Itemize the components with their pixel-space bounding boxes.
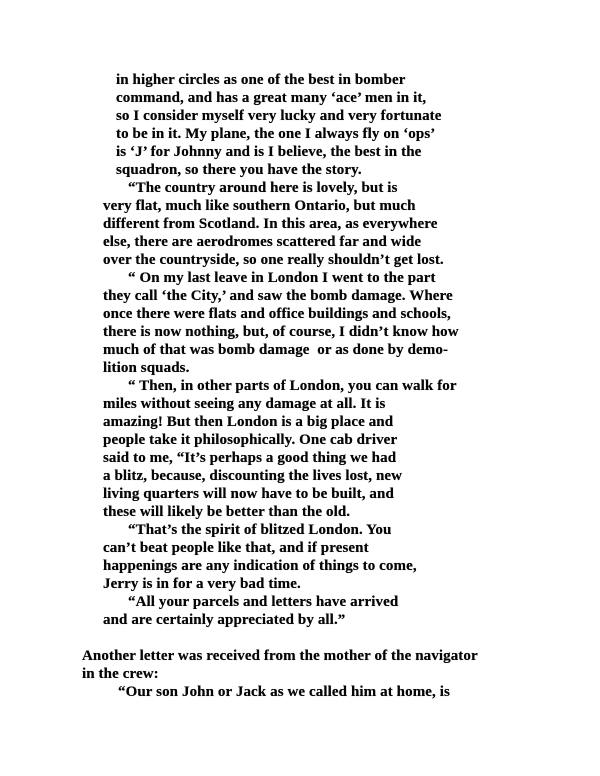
text-line: there is now nothing, but, of course, I didn’t know how bbox=[103, 324, 459, 340]
text-line: lition squads. bbox=[103, 360, 190, 376]
text-line: over the countryside, so one really shouldn’t get lost. bbox=[103, 252, 444, 268]
text-line: they call ‘the City,’ and saw the bomb damage. Where bbox=[103, 288, 453, 304]
text-line: people take it philosophically. One cab driver bbox=[103, 432, 398, 448]
text-line: is ‘J’ for Johnny and is I believe, the best in the bbox=[116, 144, 422, 160]
text-line: and are certainly appreciated by all.” bbox=[103, 612, 346, 628]
text-line: happenings are any indication of things to come, bbox=[103, 558, 417, 574]
text-line: in the crew: bbox=[82, 666, 159, 682]
text-line: these will likely be better than the old. bbox=[103, 504, 351, 520]
text-line: said to me, “It’s perhaps a good thing we had bbox=[103, 450, 397, 466]
text-line: once there were flats and office buildings and schools, bbox=[103, 306, 451, 322]
text-line: can’t beat people like that, and if present bbox=[103, 540, 369, 556]
text-line: much of that was bomb damage or as done by demo- bbox=[103, 342, 449, 358]
text-line: else, there are aerodromes scattered far and wide bbox=[103, 234, 422, 250]
text-line: “Our son John or Jack as we called him at home, is bbox=[118, 684, 450, 700]
text-line: very flat, much like southern Ontario, but much bbox=[103, 198, 416, 214]
text-line bbox=[82, 629, 582, 647]
text-line: living quarters will now have to be built, and bbox=[103, 486, 394, 502]
text-line: amazing! But then London is a big place and bbox=[103, 414, 394, 430]
text-line: Another letter was received from the mother of the navigator bbox=[82, 648, 478, 664]
text-line: in higher circles as one of the best in bomber bbox=[116, 72, 406, 88]
text-line: “The country around here is lovely, but is bbox=[128, 180, 398, 196]
text-line: “ On my last leave in London I went to the part bbox=[128, 270, 436, 286]
text-line: miles without seeing any damage at all. It is bbox=[103, 396, 386, 412]
letter-text-block bbox=[82, 71, 582, 701]
text-line: to be in it. My plane, the one I always fly on ‘ops’ bbox=[116, 126, 436, 142]
text-line: different from Scotland. In this area, as everywhere bbox=[103, 216, 438, 232]
text-line: squadron, so there you have the story. bbox=[116, 162, 362, 178]
text-line: “All your parcels and letters have arrived bbox=[128, 594, 399, 610]
text-line: so I consider myself very lucky and very fortunate bbox=[116, 108, 442, 124]
text-line: Jerry is in for a very bad time. bbox=[103, 576, 301, 592]
text-line: a blitz, because, discounting the lives lost, new bbox=[103, 468, 403, 484]
text-line: “That’s the spirit of blitzed London. You bbox=[128, 522, 392, 538]
text-line: command, and has a great many ‘ace’ men in it, bbox=[116, 90, 427, 106]
text-line: “ Then, in other parts of London, you can walk for bbox=[128, 378, 457, 394]
